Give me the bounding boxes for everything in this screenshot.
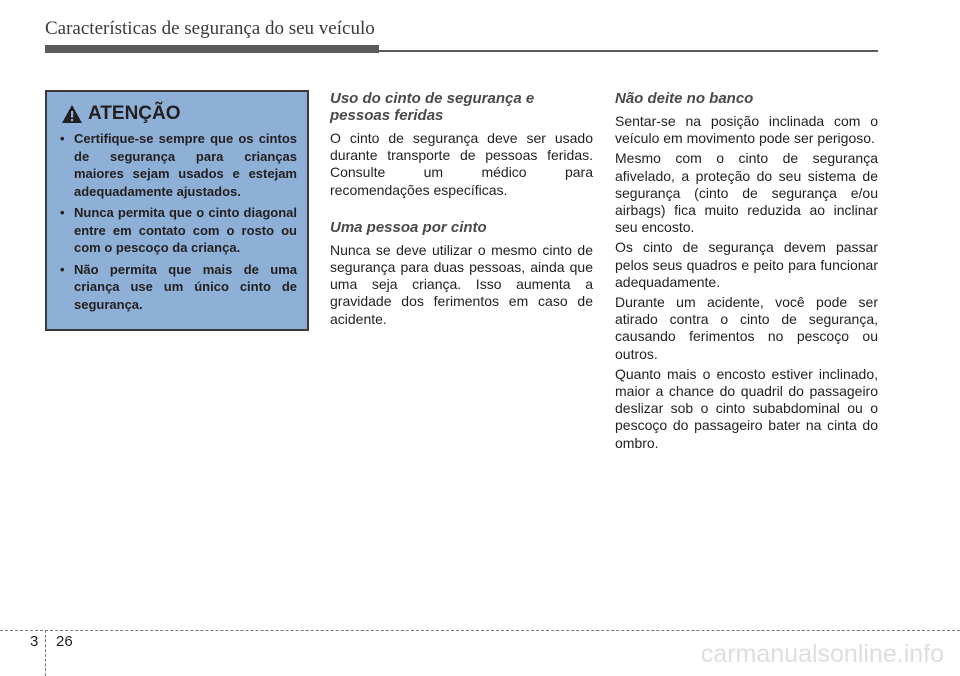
section-paragraph: Sentar-se na posição inclinada com o veículo em movimento pode ser perigoso. — [615, 113, 878, 147]
header-bar — [45, 45, 379, 53]
section-title: Uso do cinto de segurança e pessoas feridas — [330, 90, 535, 124]
page-number: 26 — [56, 633, 73, 650]
middle-column — [330, 90, 593, 328]
section-paragraph: Durante um acidente, você pode ser atirado contra o cinto de segurança, causando ferimentos no pescoço ou outros. — [615, 294, 878, 362]
section-one-person — [330, 219, 593, 328]
header-rule — [379, 50, 878, 52]
chapter-number: 3 — [30, 633, 39, 650]
page-header-title: Características de segurança do seu veículo — [45, 18, 375, 39]
warning-item: • Nunca permita que o cinto diagonal entre em contato com o rosto ou com o pescoço da criança. — [59, 204, 297, 257]
section-paragraph: Nunca se deve utilizar o mesmo cinto de segurança para duas pessoas, ainda que uma seja criança. Isso aumenta a gravidade dos ferimentos em caso de acidente. — [330, 241, 593, 327]
warning-triangle-icon — [61, 104, 83, 124]
section-paragraph: O cinto de segurança deve ser usado durante transporte de pessoas feridas. Consulte um médico para recomendações específicas. — [330, 130, 593, 198]
section-recline — [615, 90, 878, 452]
section-injured — [330, 90, 593, 199]
warning-item: • Não permita que mais de uma criança use um único cinto de segurança. — [59, 261, 297, 314]
section-paragraph: Os cinto de segurança devem passar pelos seus quadros e peito para funcionar adequadamente. — [615, 239, 878, 290]
right-column — [615, 90, 878, 452]
warning-title: ATENÇÃO — [88, 103, 181, 124]
section-title: Não deite no banco — [615, 90, 754, 107]
section-paragraph: Quanto mais o encosto estiver inclinado, maior a chance do quadril do passageiro deslizar sob o cinto subabdominal ou o pescoço do passageiro bater na cinta do ombro. — [615, 365, 878, 451]
warning-box — [45, 90, 309, 331]
warning-heading — [61, 103, 181, 125]
footer-dashed-rule — [0, 630, 960, 631]
section-paragraph: Mesmo com o cinto de segurança afivelado, a proteção do seu sistema de segurança (cinto de segurança e/ou airbags) fica muito reduzida ao inclinar seu encosto. — [615, 150, 878, 236]
warning-list — [59, 130, 297, 317]
watermark: carmanualsonline.info — [700, 640, 944, 668]
footer-dashed-divider — [45, 630, 46, 676]
section-title: Uma pessoa por cinto — [330, 218, 487, 236]
warning-item: • Certifique-se sempre que os cintos de segurança para crianças maiores sejam usados e estejam adequadamente ajustados. — [59, 130, 297, 200]
